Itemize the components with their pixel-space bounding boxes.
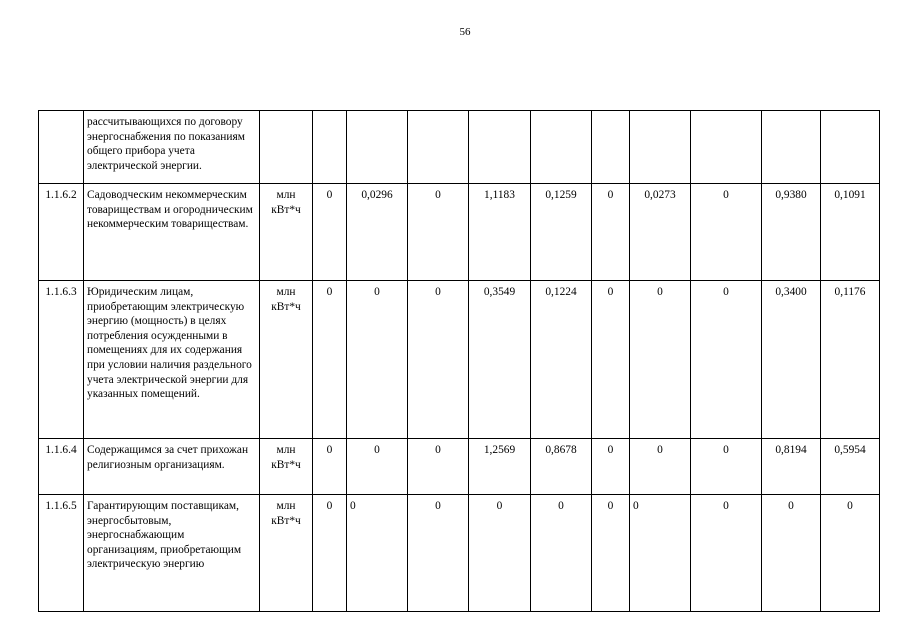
table-row bbox=[39, 439, 880, 495]
row-number: 1.1.6.4 bbox=[39, 439, 84, 495]
row-name: Юридическим лицам, приобретающим электрическую энергию (мощность) в целях потребления осужденными в помещениях для их содержания при условии наличия раздельного учета электрической энергии для указанных помещений. bbox=[84, 281, 260, 439]
value-cell bbox=[691, 111, 762, 184]
value-cell: 1,2569 bbox=[469, 439, 531, 495]
value-cell bbox=[347, 111, 408, 184]
table-row bbox=[39, 281, 880, 439]
value-cell: 0,1091 bbox=[821, 184, 880, 281]
value-cell: 0,0296 bbox=[347, 184, 408, 281]
value-cell: 0 bbox=[408, 184, 469, 281]
value-cell: 0 bbox=[347, 495, 408, 612]
value-cell: 0 bbox=[630, 281, 691, 439]
row-unit bbox=[260, 111, 313, 184]
row-name: Гарантирующим поставщикам, энергосбытовым, энергоснабжающим организациям, приобретающим электрическую энергию bbox=[84, 495, 260, 612]
row-unit: млн кВт*ч bbox=[260, 495, 313, 612]
row-number: 1.1.6.5 bbox=[39, 495, 84, 612]
value-cell: 0 bbox=[691, 184, 762, 281]
value-cell: 0,1259 bbox=[531, 184, 592, 281]
value-cell: 0 bbox=[313, 281, 347, 439]
value-cell: 0 bbox=[408, 439, 469, 495]
value-cell: 0,1224 bbox=[531, 281, 592, 439]
row-name: рассчитывающихся по договору энергоснабжения по показаниям общего прибора учета электрической энергии. bbox=[84, 111, 260, 184]
value-cell: 1,1183 bbox=[469, 184, 531, 281]
value-cell: 0 bbox=[592, 495, 630, 612]
row-number: 1.1.6.2 bbox=[39, 184, 84, 281]
value-cell: 0 bbox=[408, 281, 469, 439]
value-cell: 0 bbox=[313, 184, 347, 281]
value-cell: 0 bbox=[347, 281, 408, 439]
value-cell: 0 bbox=[313, 495, 347, 612]
value-cell: 0,5954 bbox=[821, 439, 880, 495]
value-cell: 0,3549 bbox=[469, 281, 531, 439]
value-cell: 0 bbox=[469, 495, 531, 612]
value-cell: 0 bbox=[592, 281, 630, 439]
value-cell: 0 bbox=[630, 439, 691, 495]
value-cell: 0,1176 bbox=[821, 281, 880, 439]
value-cell: 0 bbox=[531, 495, 592, 612]
value-cell: 0 bbox=[691, 281, 762, 439]
value-cell bbox=[592, 111, 630, 184]
page-number: 56 bbox=[459, 26, 471, 38]
value-cell: 0 bbox=[691, 439, 762, 495]
table-row bbox=[39, 111, 880, 184]
row-unit: млн кВт*ч bbox=[260, 281, 313, 439]
value-cell: 0 bbox=[313, 439, 347, 495]
value-cell bbox=[313, 111, 347, 184]
row-unit: млн кВт*ч bbox=[260, 184, 313, 281]
tariff-table bbox=[38, 110, 880, 612]
value-cell bbox=[469, 111, 531, 184]
value-cell bbox=[821, 111, 880, 184]
row-name: Содержащимся за счет прихожан религиозным организациям. bbox=[84, 439, 260, 495]
value-cell: 0 bbox=[762, 495, 821, 612]
value-cell: 0 bbox=[408, 495, 469, 612]
value-cell: 0,9380 bbox=[762, 184, 821, 281]
value-cell: 0 bbox=[592, 439, 630, 495]
value-cell bbox=[630, 111, 691, 184]
value-cell bbox=[762, 111, 821, 184]
value-cell: 0 bbox=[630, 495, 691, 612]
row-unit: млн кВт*ч bbox=[260, 439, 313, 495]
value-cell bbox=[408, 111, 469, 184]
table-row bbox=[39, 495, 880, 612]
value-cell: 0 bbox=[592, 184, 630, 281]
value-cell: 0,0273 bbox=[630, 184, 691, 281]
value-cell bbox=[531, 111, 592, 184]
row-number bbox=[39, 111, 84, 184]
row-number: 1.1.6.3 bbox=[39, 281, 84, 439]
value-cell: 0,3400 bbox=[762, 281, 821, 439]
value-cell: 0 bbox=[691, 495, 762, 612]
value-cell: 0,8194 bbox=[762, 439, 821, 495]
value-cell: 0 bbox=[821, 495, 880, 612]
row-name: Садоводческим некоммерческим товариществам и огородническим некоммерческим товариществам. bbox=[84, 184, 260, 281]
value-cell: 0,8678 bbox=[531, 439, 592, 495]
table-row bbox=[39, 184, 880, 281]
value-cell: 0 bbox=[347, 439, 408, 495]
